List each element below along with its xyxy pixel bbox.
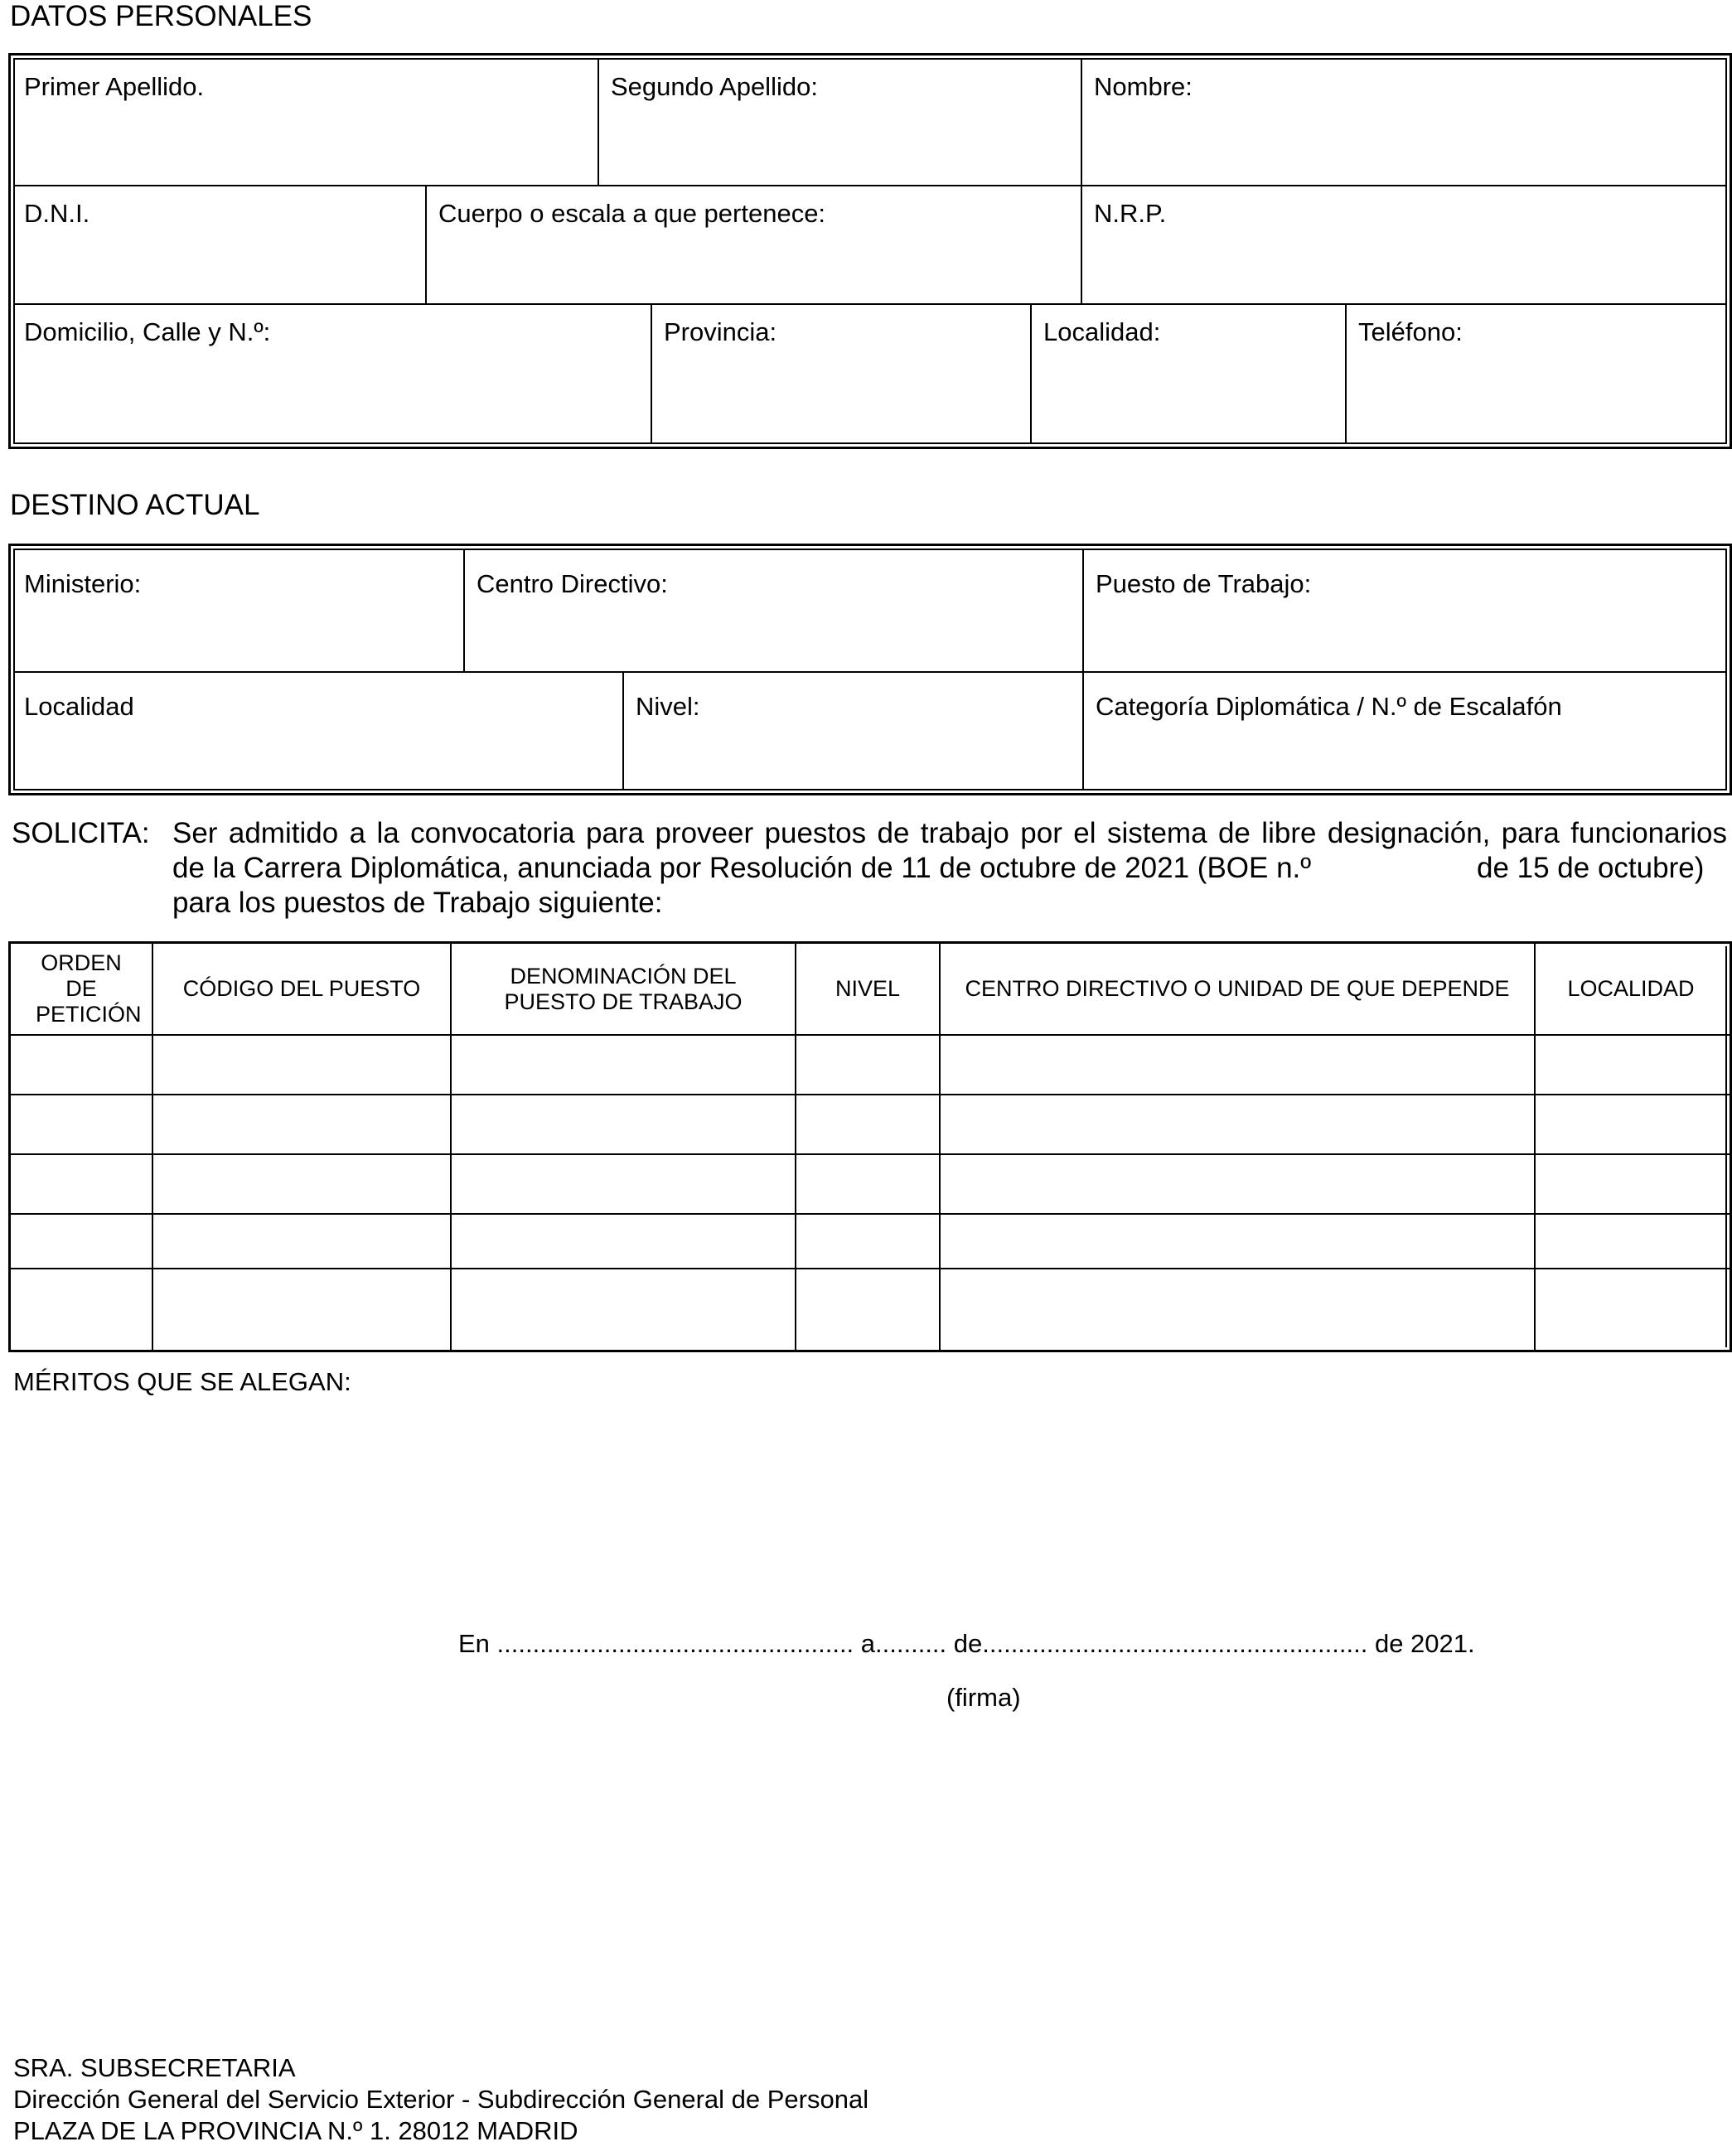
firma-label: (firma): [946, 1683, 1021, 1712]
footer-address: PLAZA DE LA PROVINCIA N.º 1. 28012 MADRID: [13, 2116, 578, 2145]
table-row[interactable]: [11, 1155, 1726, 1213]
cuerpo-escala-field[interactable]: Cuerpo o escala a que pertenece:: [438, 199, 826, 228]
centro-directivo-field[interactable]: Centro Directivo:: [477, 569, 668, 598]
nrp-field[interactable]: N.R.P.: [1094, 199, 1167, 228]
header-codigo-puesto: CÓDIGO DEL PUESTO: [182, 976, 421, 1001]
header-orden-peticion: ORDEN DE PETICIÓN: [36, 950, 142, 1027]
fecha-lugar-line[interactable]: En .................................................. a.......... de...................................................... de 2021.: [458, 1629, 1475, 1658]
table-row[interactable]: [11, 1215, 1726, 1268]
datos-personales-title: DATOS PERSONALES: [10, 0, 312, 32]
table-row[interactable]: [11, 1095, 1726, 1153]
puesto-trabajo-field[interactable]: Puesto de Trabajo:: [1096, 569, 1312, 598]
footer-department: Dirección General del Servicio Exterior - Subdirección General de Personal: [13, 2085, 869, 2114]
solicita-label: SOLICITA:: [12, 817, 150, 849]
footer-recipient: SRA. SUBSECRETARIA: [13, 2053, 296, 2082]
primer-apellido-field[interactable]: Primer Apellido.: [24, 72, 205, 101]
table-row[interactable]: [11, 1269, 1726, 1345]
solicita-line-3: para los puestos de Trabajo siguiente:: [172, 887, 663, 919]
header-localidad: LOCALIDAD: [1567, 976, 1695, 1001]
telefono-field[interactable]: Teléfono:: [1358, 317, 1463, 346]
header-nivel: NIVEL: [835, 976, 901, 1001]
domicilio-field[interactable]: Domicilio, Calle y N.º:: [24, 317, 271, 346]
puestos-table: [8, 941, 1732, 1352]
destino-actual-title: DESTINO ACTUAL: [10, 489, 260, 521]
categoria-diplomatica-field[interactable]: Categoría Diplomática / N.º de Escalafón: [1096, 692, 1562, 721]
solicita-line-2-end: de 15 de octubre): [1477, 852, 1705, 884]
datos-personales-box: [8, 53, 1732, 449]
localidad-field[interactable]: Localidad:: [1043, 317, 1161, 346]
header-centro-directivo: CENTRO DIRECTIVO O UNIDAD DE QUE DEPENDE: [965, 976, 1510, 1001]
nombre-field[interactable]: Nombre:: [1094, 72, 1193, 101]
segundo-apellido-field[interactable]: Segundo Apellido:: [611, 72, 818, 101]
solicita-line-2: de la Carrera Diplomática, anunciada por Resolución de 11 de octubre de 2021 (BOE n.º: [172, 852, 1312, 884]
solicita-line-1: Ser admitido a la convocatoria para proveer puestos de trabajo por el sistema de libre designación, para funcionarios: [172, 817, 1727, 849]
table-row[interactable]: [11, 1036, 1726, 1094]
provincia-field[interactable]: Provincia:: [664, 317, 777, 346]
header-denominacion-puesto: DENOMINACIÓN DEL PUESTO DE TRABAJO: [504, 963, 743, 1014]
destino-actual-box: [8, 544, 1732, 795]
meritos-area[interactable]: [8, 1409, 1724, 1607]
dni-field[interactable]: D.N.I.: [24, 199, 90, 228]
destino-localidad-field[interactable]: Localidad: [24, 692, 134, 721]
ministerio-field[interactable]: Ministerio:: [24, 569, 142, 598]
meritos-label: MÉRITOS QUE SE ALEGAN:: [13, 1367, 351, 1396]
nivel-field[interactable]: Nivel:: [636, 692, 700, 721]
